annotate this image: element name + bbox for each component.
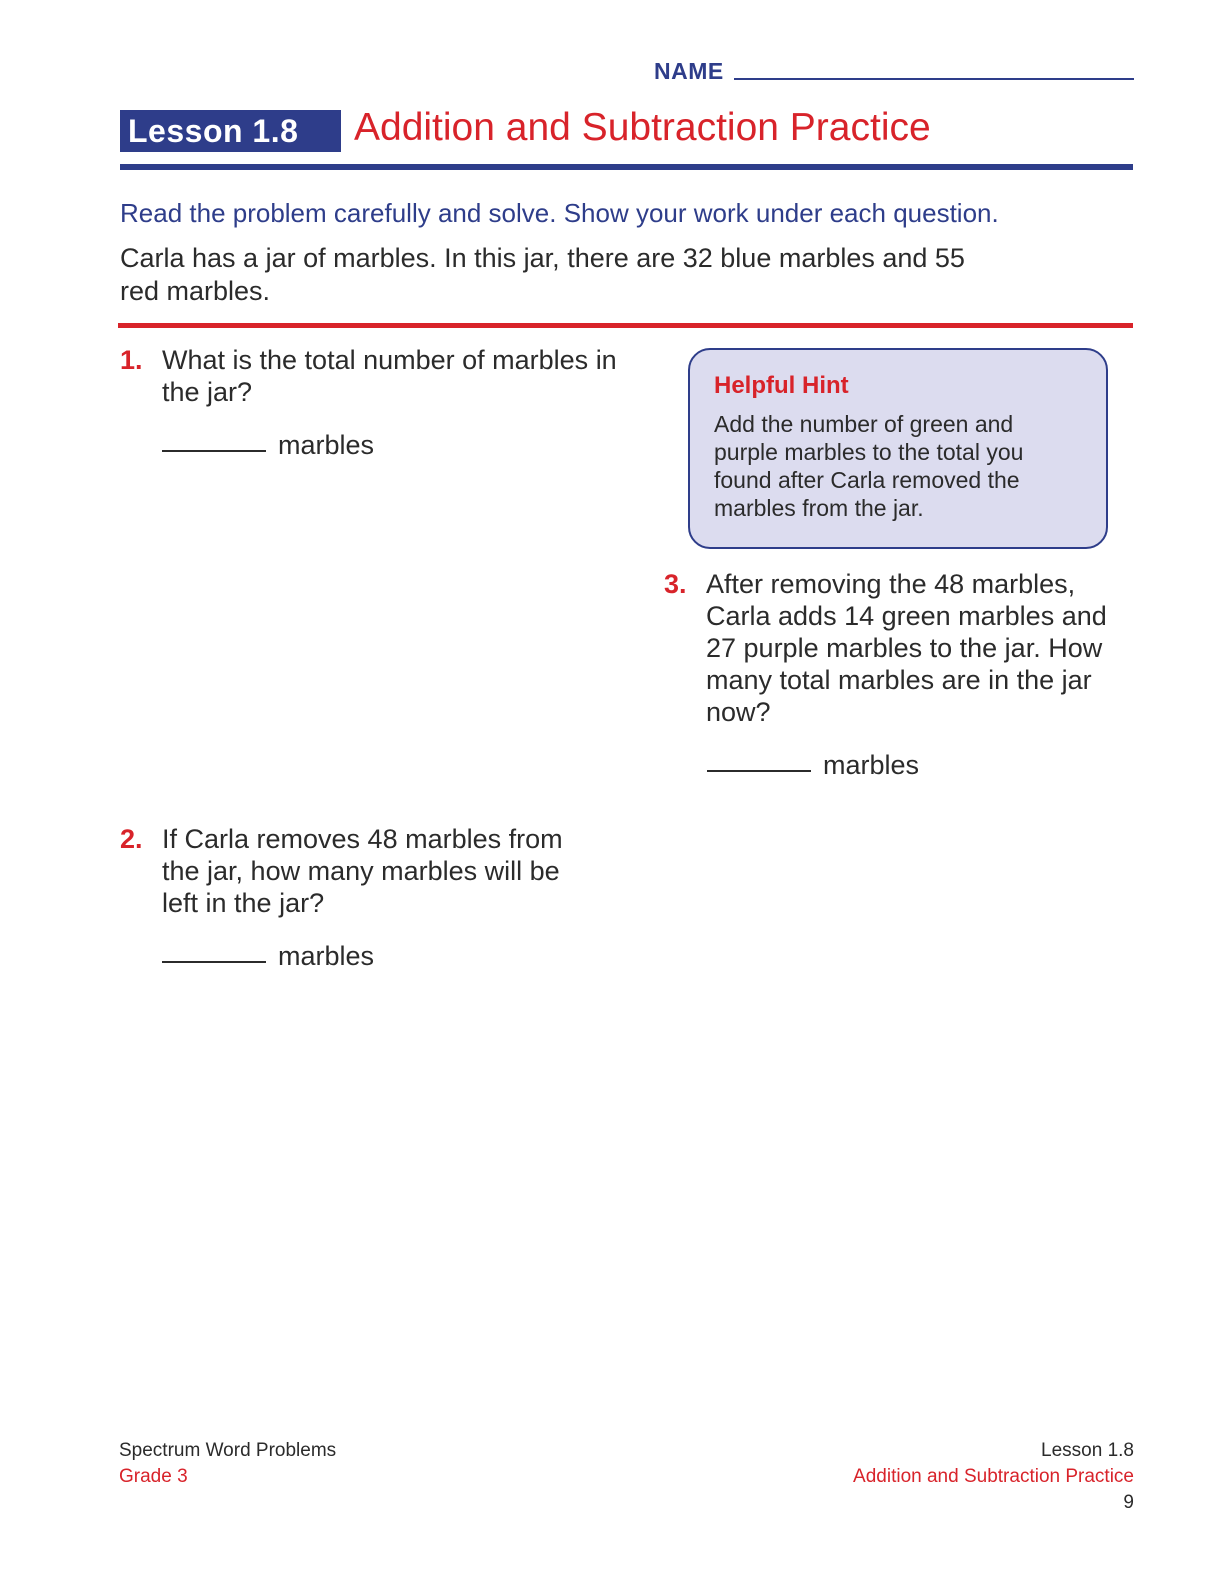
name-field[interactable] xyxy=(654,58,1134,86)
footer-lesson-title: Addition and Subtraction Practice xyxy=(853,1466,1134,1487)
lesson-label: Lesson 1.8 xyxy=(120,110,341,152)
footer-grade: Grade 3 xyxy=(119,1466,188,1487)
footer-lesson: Lesson 1.8 xyxy=(1041,1440,1134,1461)
question-text: What is the total number of marbles in the jar? xyxy=(162,345,617,407)
title-divider xyxy=(120,164,1133,170)
answer-unit: marbles xyxy=(278,430,375,460)
hint-body: Add the number of green and purple marbles to the total you found after Carla removed the marbles from the jar. xyxy=(714,411,1024,521)
hint-title: Helpful Hint xyxy=(714,372,849,399)
page-title: Addition and Subtraction Practice xyxy=(354,106,931,149)
answer-blank[interactable] xyxy=(162,961,266,963)
question-number: 1. xyxy=(120,345,143,375)
page-number: 9 xyxy=(1123,1492,1134,1513)
question-1 xyxy=(120,344,620,408)
footer-left xyxy=(119,1438,336,1490)
question-text: If Carla removes 48 marbles from the jar, how many marbles will be left in the jar? xyxy=(162,824,563,918)
section-divider xyxy=(118,323,1133,328)
question-text: After removing the 48 marbles, Carla adds 14 green marbles and 27 purple marbles to the jar. How many total marbles are in the jar now? xyxy=(706,569,1107,727)
question-3 xyxy=(664,568,1124,728)
answer-1 xyxy=(162,430,374,461)
answer-2 xyxy=(162,941,374,972)
helpful-hint-box xyxy=(688,348,1108,549)
answer-blank[interactable] xyxy=(162,450,266,452)
problem-intro: Carla has a jar of marbles. In this jar, there are 32 blue marbles and 55 red marbles. xyxy=(120,243,965,306)
answer-3 xyxy=(707,750,919,781)
name-label: NAME xyxy=(654,58,724,84)
instruction-text: Read the problem carefully and solve. Show your work under each question. xyxy=(120,198,999,228)
name-line[interactable] xyxy=(734,78,1134,80)
question-number: 3. xyxy=(664,569,687,599)
answer-blank[interactable] xyxy=(707,770,811,772)
question-2 xyxy=(120,823,600,919)
answer-unit: marbles xyxy=(823,750,920,780)
question-number: 2. xyxy=(120,824,143,854)
footer-book-title: Spectrum Word Problems xyxy=(119,1440,337,1461)
footer-right xyxy=(853,1438,1134,1516)
answer-unit: marbles xyxy=(278,941,375,971)
